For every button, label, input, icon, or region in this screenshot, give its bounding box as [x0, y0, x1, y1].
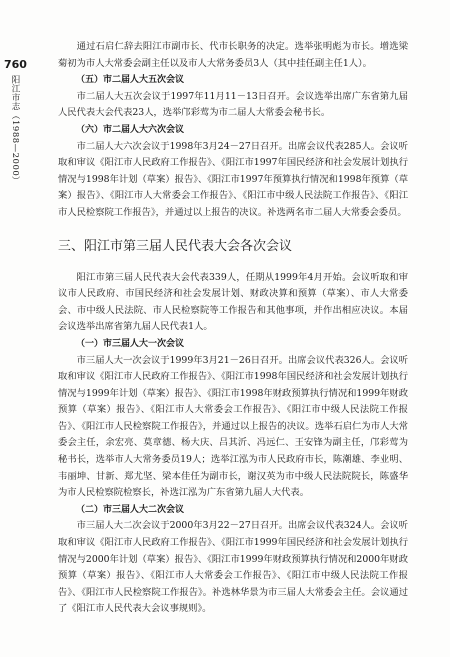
paragraph: 市二届人大六次会议于1998年3月24－27日召开。出席会议代表285人。会议听取和审议《阳江市人民政府工作报告》、《阳江市1997年国民经济和社会发展计划执行情况与1998年计划（草案）报告》、《阳江市1997年预算执行情况和1998年预算（草案）报告》、《阳江市人大常委会工作报告》、《阳江市中级人民法院工作报告》、《阳江市人民检察院工作报告》，并通过以上报告的决议。补选两名市二届人大常委会委员。 — [58, 140, 408, 218]
subheading: （六）市二届人大六次会议 — [76, 124, 185, 135]
paragraph: 阳江市第三届人民代表大会代表339人，任期从1999年4月开始。会议听取和审议市人民政府、市国民经济和社会发展计划、财政决算和预算（草案）、市人大常委会、市中级人民法院、市人民检察院等工作报告和其他事项，并作出相应决议。本届会议选举出席省第九届人民代表1人。 — [58, 271, 408, 333]
paragraph: 通过石启仁辞去阳江市副市长、代市长职务的决定。选举张明彪为市长。增选梁菊初为市人大常委会副主任以及市人大常务委员3人（其中挂任副主任1人）。 — [58, 41, 408, 69]
running-title: 阳江市志（1988—2000） — [10, 75, 20, 186]
page-number: 760 — [4, 58, 27, 71]
paragraph: 市三届人大一次会议于1999年3月21－26日召开。出席会议代表326人。会议听取和审议《阳江市人民政府工作报告》、《阳江市1998年国民经济和社会发展计划执行情况与1999年计划（草案）报告》、《阳江市1998年财政预算执行情况和1999年财政预算（草案）报告》、《阳江市人大常委会工作报告》、《阳江市中级人民法院工作报告》、《阳江市人民检察院工作报告》，并通过以上报告的决议。选举石启仁为市人大常委会主任，余宏亮、莫章德、杨大庆、吕其沂、冯远仁、王安锋为副主任，邝彩莺为秘书长，选举市人大常务委员19人；选举江泓为市人民政府市长，陈潮雄、李业明、韦丽坤、甘新、郑尤坚、梁本佳任为副市长，谢汉英为市中级人民法院院长，陈盛华为市人民检察院检察长，补选江泓为广东省第九届人大代表。 — [58, 354, 408, 499]
page-margin — [4, 58, 26, 185]
paragraph: 市三届人大二次会议于2000年3月22－27日召开。出席会议代表324人。会议听取和审议《阳江市人民政府工作报告》、《阳江市1999年国民经济和社会发展计划执行情况与2000年计划（草案）报告》、《阳江市1999年财政预算执行情况和2000年财政预算（草案）报告》、《阳江市人大常委会工作报告》、《阳江市中级人民法院工作报告》、《阳江市人民检察院工作报告》。补选林华景为市三届人大常委会主任。会议通过了《阳江市人民代表大会议事规则》。 — [58, 520, 408, 615]
page-content — [58, 39, 408, 618]
subheading: （一）市三届人大一次会议 — [76, 338, 185, 349]
subheading: （二）市三届人大二次会议 — [76, 504, 185, 515]
subheading: （五）市二届人大五次会议 — [76, 75, 185, 86]
paragraph: 市二届人大五次会议于1997年11月11－13日召开。会议选举出席广东省第九届人民代表大会代表23人，选举邝彩莺为市二届人大常委会秘书长。 — [58, 90, 408, 119]
section-heading: 三、阳江市第三届人民代表大会各次会议 — [58, 238, 293, 254]
